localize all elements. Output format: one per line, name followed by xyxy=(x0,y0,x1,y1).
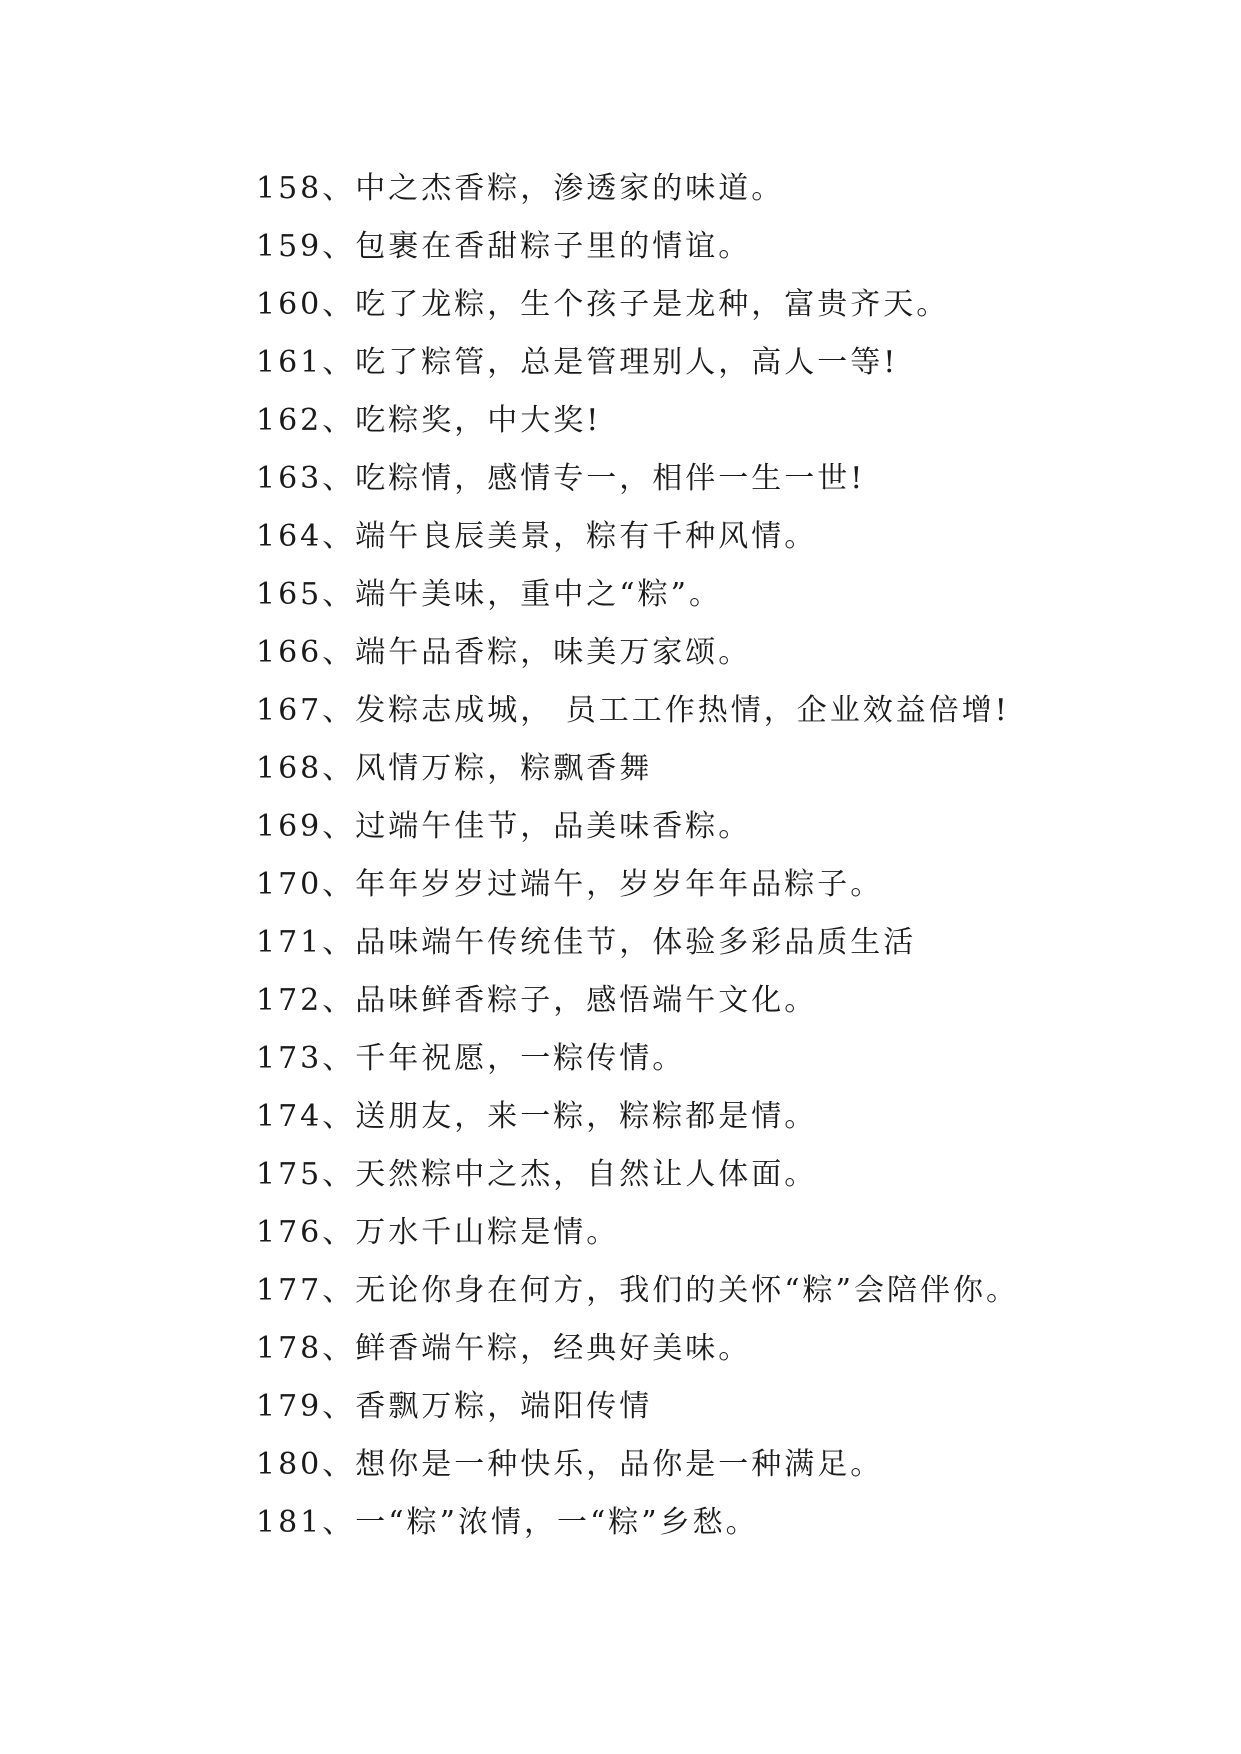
item-text: 品味鲜香粽子，感悟端午文化。 xyxy=(355,983,818,1018)
item-number: 166 xyxy=(256,635,323,670)
list-item xyxy=(256,334,1019,392)
list-item xyxy=(256,566,1019,624)
item-separator: 、 xyxy=(322,1041,356,1076)
list-item xyxy=(256,972,1019,1030)
item-separator: 、 xyxy=(322,229,356,264)
item-text: 中之杰香粽，渗透家的味道。 xyxy=(355,171,785,206)
item-number: 170 xyxy=(256,867,323,902)
list-item xyxy=(256,1378,1019,1436)
list-item xyxy=(256,1494,1019,1552)
item-number: 160 xyxy=(256,287,323,322)
item-number: 180 xyxy=(256,1447,323,1482)
item-number: 164 xyxy=(256,519,323,554)
item-separator: 、 xyxy=(322,1157,356,1192)
item-separator: 、 xyxy=(322,461,356,496)
item-text: 端午良辰美景，粽有千种风情。 xyxy=(355,519,818,554)
item-text: 端午品香粽，味美万家颂。 xyxy=(355,635,752,670)
list-item xyxy=(256,1320,1019,1378)
list-item xyxy=(256,1436,1019,1494)
item-text: 千年祝愿，一粽传情。 xyxy=(355,1041,686,1076)
item-separator: 、 xyxy=(322,635,356,670)
item-separator: 、 xyxy=(322,287,356,322)
item-text: 天然粽中之杰，自然让人体面。 xyxy=(355,1157,818,1192)
item-number: 174 xyxy=(256,1099,323,1134)
list-item xyxy=(256,450,1019,508)
item-text: 一“粽”浓情，一“粽”乡愁。 xyxy=(355,1505,759,1540)
item-number: 165 xyxy=(256,577,323,612)
item-separator: 、 xyxy=(322,1331,356,1366)
list-item xyxy=(256,276,1019,334)
item-separator: 、 xyxy=(322,925,356,960)
item-number: 167 xyxy=(256,693,323,728)
item-separator: 、 xyxy=(322,519,356,554)
item-number: 179 xyxy=(256,1389,323,1424)
list-item xyxy=(256,1088,1019,1146)
item-text: 过端午佳节，品美味香粽。 xyxy=(355,809,752,844)
item-number: 178 xyxy=(256,1331,323,1366)
item-number: 163 xyxy=(256,461,323,496)
item-separator: 、 xyxy=(322,1099,356,1134)
list-item xyxy=(256,218,1019,276)
item-text: 想你是一种快乐，品你是一种满足。 xyxy=(355,1447,884,1482)
item-number: 171 xyxy=(256,925,323,960)
list-item xyxy=(256,160,1019,218)
item-number: 168 xyxy=(256,751,323,786)
item-text: 吃粽奖，中大奖! xyxy=(355,403,602,438)
list-item xyxy=(256,508,1019,566)
item-text: 吃了粽管，总是管理别人，高人一等! xyxy=(355,345,899,380)
item-separator: 、 xyxy=(322,1389,356,1424)
item-text: 端午美味，重中之“粽”。 xyxy=(355,577,722,612)
list-item xyxy=(256,856,1019,914)
item-text: 年年岁岁过端午，岁岁年年品粽子。 xyxy=(355,867,884,902)
item-number: 162 xyxy=(256,403,323,438)
item-separator: 、 xyxy=(322,1273,356,1308)
item-separator: 、 xyxy=(322,1505,356,1540)
item-text: 吃了龙粽，生个孩子是龙种，富贵齐天。 xyxy=(355,287,950,322)
item-number: 159 xyxy=(256,229,323,264)
item-separator: 、 xyxy=(322,751,356,786)
item-number: 173 xyxy=(256,1041,323,1076)
item-separator: 、 xyxy=(322,345,356,380)
item-number: 161 xyxy=(256,345,323,380)
item-separator: 、 xyxy=(322,983,356,1018)
item-text: 送朋友，来一粽，粽粽都是情。 xyxy=(355,1099,818,1134)
item-separator: 、 xyxy=(322,1447,356,1482)
item-separator: 、 xyxy=(322,809,356,844)
list-item xyxy=(256,1204,1019,1262)
item-number: 172 xyxy=(256,983,323,1018)
item-separator: 、 xyxy=(322,577,356,612)
item-separator: 、 xyxy=(322,171,356,206)
item-text: 香飘万粽，端阳传情 xyxy=(355,1389,653,1424)
item-text: 包裹在香甜粽子里的情谊。 xyxy=(355,229,752,264)
item-number: 181 xyxy=(256,1505,323,1540)
item-text: 无论你身在何方，我们的关怀“粽”会陪伴你。 xyxy=(355,1273,1019,1308)
item-text: 万水千山粽是情。 xyxy=(355,1215,620,1250)
item-number: 175 xyxy=(256,1157,323,1192)
list-item xyxy=(256,1146,1019,1204)
item-number: 158 xyxy=(256,171,323,206)
slogan-list xyxy=(256,160,1019,1552)
item-number: 169 xyxy=(256,809,323,844)
item-text: 风情万粽，粽飘香舞 xyxy=(355,751,653,786)
list-item xyxy=(256,682,1019,740)
list-item xyxy=(256,740,1019,798)
list-item xyxy=(256,392,1019,450)
item-text: 鲜香端午粽，经典好美味。 xyxy=(355,1331,752,1366)
list-item xyxy=(256,1030,1019,1088)
list-item xyxy=(256,624,1019,682)
item-separator: 、 xyxy=(322,693,356,728)
item-text: 发粽志成城， 员工工作热情，企业效益倍增! xyxy=(355,693,1010,728)
item-number: 177 xyxy=(256,1273,323,1308)
list-item xyxy=(256,914,1019,972)
item-text: 吃粽情，感情专一，相伴一生一世! xyxy=(355,461,866,496)
list-item xyxy=(256,1262,1019,1320)
item-text: 品味端午传统佳节，体验多彩品质生活 xyxy=(355,925,917,960)
item-separator: 、 xyxy=(322,403,356,438)
list-item xyxy=(256,798,1019,856)
item-number: 176 xyxy=(256,1215,323,1250)
item-separator: 、 xyxy=(322,1215,356,1250)
item-separator: 、 xyxy=(322,867,356,902)
